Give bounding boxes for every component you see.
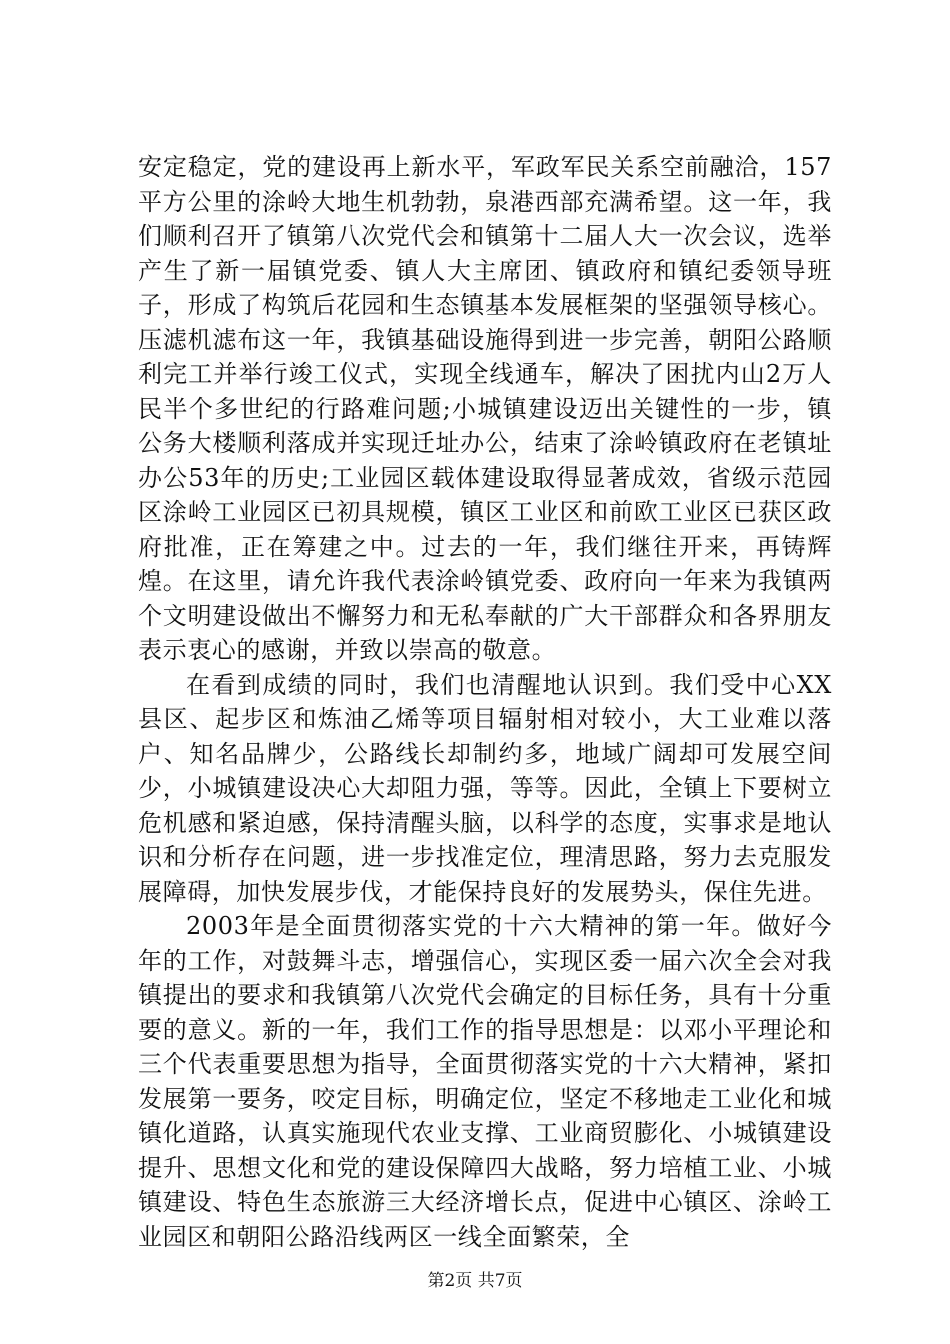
page-number-footer: 第2页 共7页 (427, 1271, 523, 1291)
document-body (138, 150, 832, 1254)
paragraph: 在看到成绩的同时，我们也清醒地认识到。我们受中心XX县区、起步区和炼油乙烯等项目辐射相对较小，大工业难以落户、知名品牌少，公路线长却制约多，地域广阔却可发展空间少，小城镇建设决心大却阻力强，等等。因此，全镇上下要树立危机感和紧迫感，保持清醒头脑，以科学的态度，实事求是地认识和分析存在问题，进一步找准定位，理清思路，努力去克服发展障碍，加快发展步伐，才能保持良好的发展势头，保住先进。 (138, 670, 832, 906)
paragraph: 2003年是全面贯彻落实党的十六大精神的第一年。做好今年的工作，对鼓舞斗志，增强信心，实现区委一届六次全会对我镇提出的要求和我镇第八次党代会确定的目标任务，具有十分重要的意义。新的一年，我们工作的指导思想是：以邓小平理论和三个代表重要思想为指导，全面贯彻落实党的十六大精神，紧扣发展第一要务，咬定目标，明确定位，坚定不移地走工业化和城镇化道路，认真实施现代农业支撑、工业商贸膨化、小城镇建设提升、思想文化和党的建设保障四大战略，努力培植工业、小城镇建设、特色生态旅游三大经济增长点，促进中心镇区、涂岭工业园区和朝阳公路沿线两区一线全面繁荣，全 (138, 912, 832, 1251)
paragraph: 安定稳定，党的建设再上新水平，军政军民关系空前融洽，157平方公里的涂岭大地生机勃勃，泉港西部充满希望。这一年，我们顺利召开了镇第八次党代会和镇第十二届人大一次会议，选举产生了新一届镇党委、镇人大主席团、镇政府和镇纪委领导班子，形成了构筑后花园和生态镇基本发展框架的坚强领导核心。压滤机滤布这一年，我镇基础设施得到进一步完善，朝阳公路顺利完工并举行竣工仪式，实现全线通车，解决了困扰内山2万人民半个多世纪的行路难问题;小城镇建设迈出关键性的一步，镇公务大楼顺利落成并实现迁址办公，结束了涂岭镇政府在老镇址办公53年的历史;工业园区载体建设取得显著成效，省级示范园区涂岭工业园区已初具规模，镇区工业区和前欧工业区已获区政府批准，正在筹建之中。过去的一年，我们继往开来，再铸辉煌。在这里，请允许我代表涂岭镇党委、政府向一年来为我镇两个文明建设做出不懈努力和无私奉献的广大干部群众和各界朋友表示衷心的感谢，并致以崇高的敬意。 (138, 153, 832, 664)
